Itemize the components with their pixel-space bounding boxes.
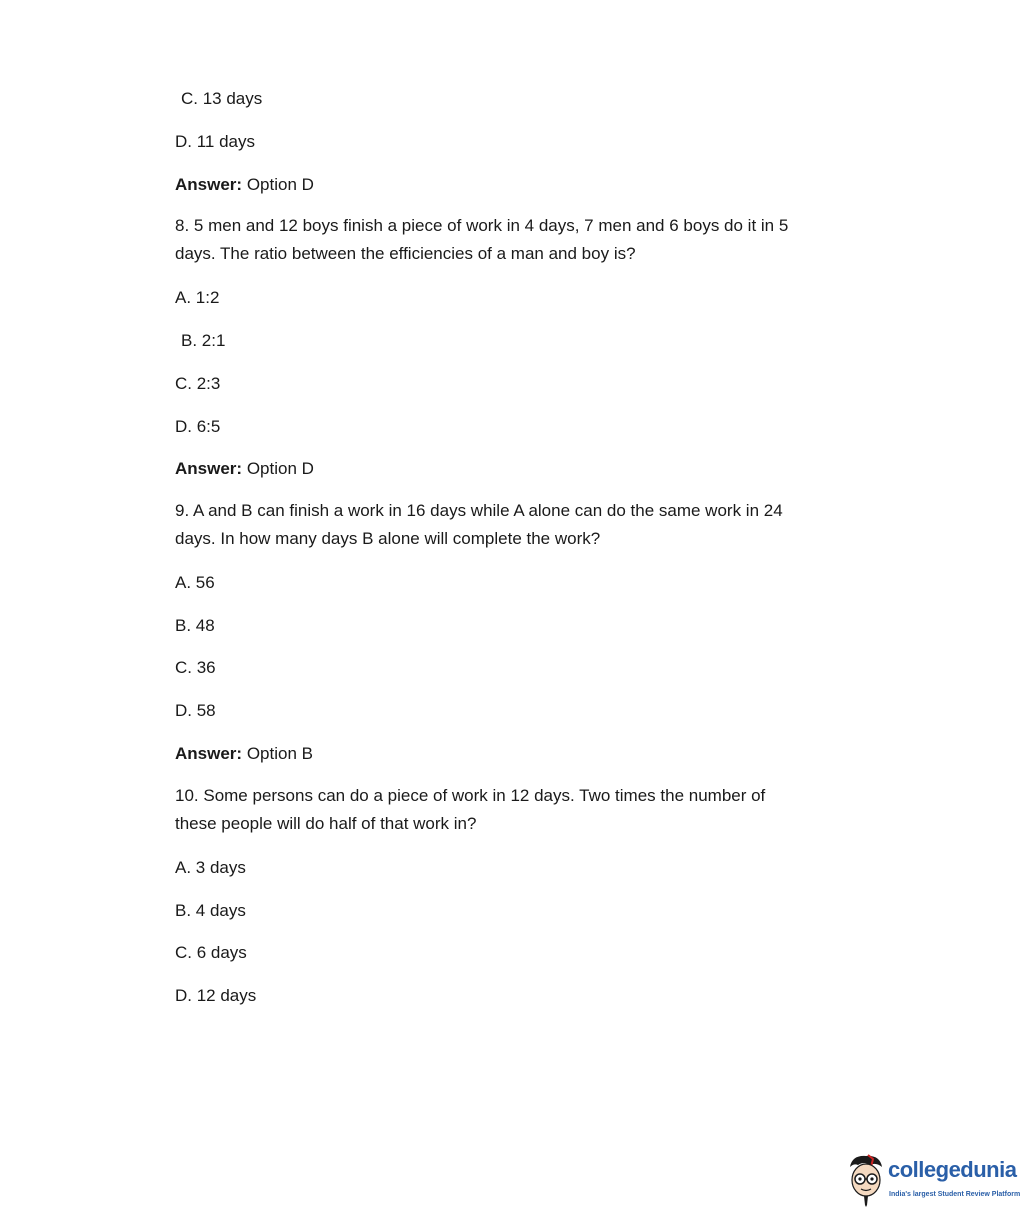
question-text-line: these people will do half of that work in? [175, 814, 477, 833]
option-b: B. 4 days [175, 901, 246, 920]
option-a: A. 1:2 [175, 288, 220, 307]
collegedunia-logo [842, 1153, 1021, 1213]
option-c: C. 13 days [181, 89, 263, 108]
question-text-line: days. The ratio between the efficiencies of a man and boy is? [175, 244, 636, 263]
question-text-line: 9. A and B can finish a work in 16 days while A alone can do the same work in 24 [175, 501, 783, 520]
answer-label: Answer: [175, 744, 243, 763]
option-c: C. 6 days [175, 943, 247, 962]
mascot-icon [842, 1153, 890, 1211]
option-a: A. 56 [175, 573, 215, 592]
answer-value: Option D [246, 175, 314, 194]
brand-tagline: India's largest Student Review Platform [889, 1191, 1021, 1198]
option-c: C. 36 [175, 658, 216, 677]
option-b: B. 48 [175, 616, 215, 635]
option-d: D. 6:5 [175, 417, 221, 436]
option-c: C. 2:3 [175, 374, 221, 393]
question-text-line: days. In how many days B alone will complete the work? [175, 529, 601, 548]
question-text-line: 8. 5 men and 12 boys finish a piece of work in 4 days, 7 men and 6 boys do it in 5 [175, 216, 789, 235]
answer-line [175, 458, 314, 480]
answer-line [175, 174, 314, 196]
answer-label: Answer: [175, 175, 243, 194]
option-b: B. 2:1 [181, 331, 226, 350]
answer-line [175, 743, 313, 765]
question-text-line: 10. Some persons can do a piece of work in 12 days. Two times the number of [175, 786, 766, 805]
question-8 [175, 212, 855, 268]
option-a: A. 3 days [175, 858, 246, 877]
answer-value: Option D [246, 459, 314, 478]
brand-name: collegedunia [888, 1157, 1017, 1182]
option-d: D. 12 days [175, 986, 257, 1005]
option-d: D. 58 [175, 701, 216, 720]
option-d: D. 11 days [175, 132, 256, 151]
answer-label: Answer: [175, 459, 243, 478]
question-10 [175, 782, 855, 838]
question-9 [175, 497, 855, 553]
answer-value: Option B [246, 744, 313, 763]
